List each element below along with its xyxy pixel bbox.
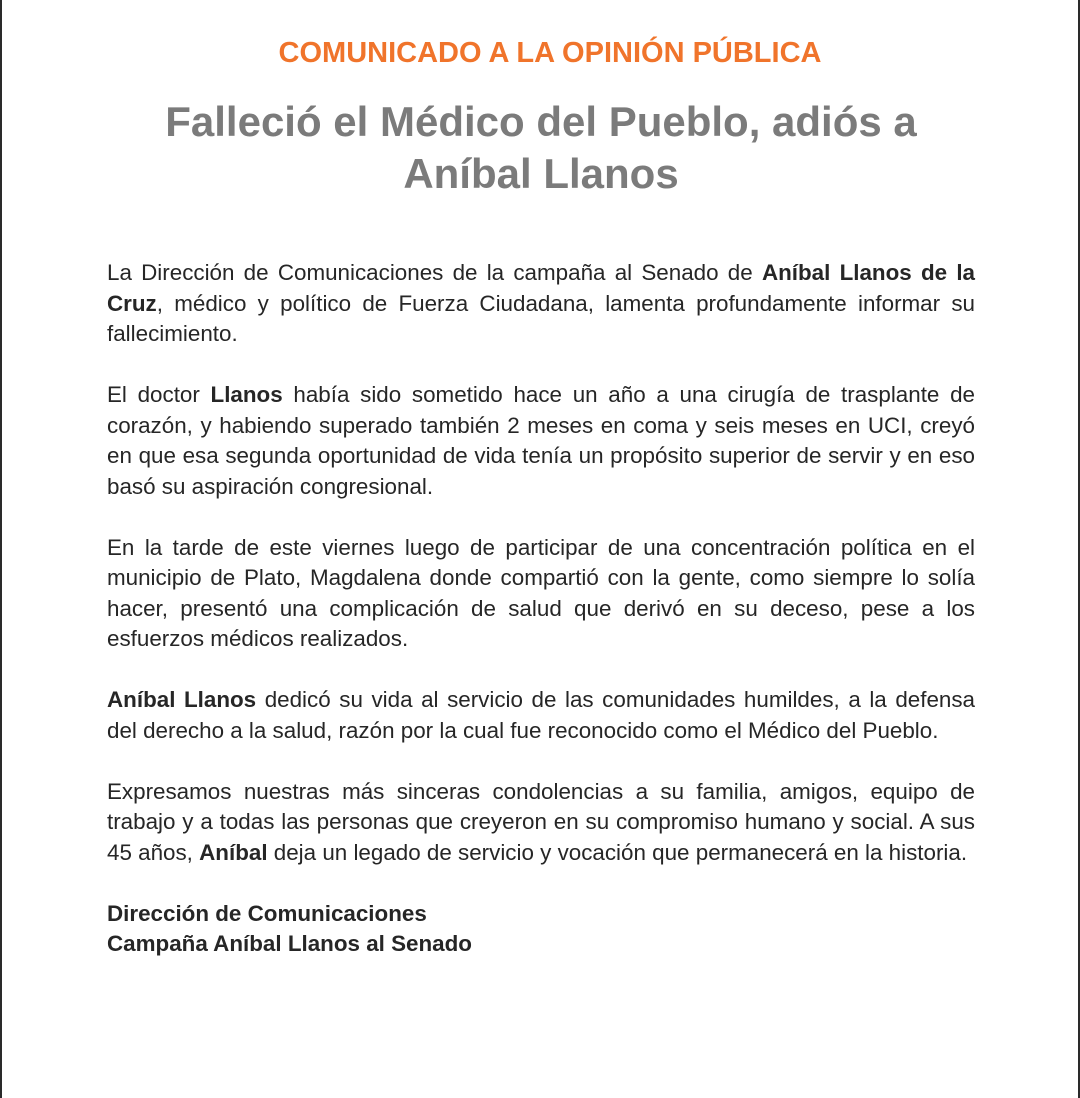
paragraph-2-text-b: había sido sometido hace un año a una cirugía de trasplante de corazón, y habiendo superado también 2 meses en coma y seis meses en UCI, creyó en que esa segunda oportunidad de vida tenía un propósito superior de servir y en eso basó su aspiración congresional. xyxy=(107,382,975,499)
paragraph-1-text-a: La Dirección de Comunicaciones de la campaña al Senado de xyxy=(107,260,762,285)
paragraph-1 xyxy=(107,258,975,350)
paragraph-4 xyxy=(107,685,975,746)
headline-line-1: Falleció el Médico del Pueblo, adiós a xyxy=(165,98,917,145)
body-text xyxy=(107,258,975,960)
paragraph-3-text: En la tarde de este viernes luego de participar de una concentración política en el municipio de Plato, Magdalena donde compartió con la gente, como siempre lo solía hacer, presentó una complicación de salud que derivó en su deceso, pese a los esfuerzos médicos realizados. xyxy=(107,534,975,651)
paragraph-4-text: dedicó su vida al servicio de las comunidades humildes, a la defensa del derecho a la salud, razón por la cual fue reconocido como el Médico del Pueblo. xyxy=(107,687,975,743)
paragraph-5-text-b: deja un legado de servicio y vocación que permanecerá en la historia. xyxy=(267,839,968,865)
paragraph-4-bold-name: Aníbal Llanos xyxy=(107,687,257,712)
paragraph-5-text-a: Expresamos nuestras más sinceras condolencias a su familia, amigos, equipo de trabajo y a todas las personas que creyeron en su compromiso humano y social. A sus 45 años, xyxy=(107,778,975,865)
signature-line-2: Campaña Aníbal Llanos al Senado xyxy=(107,931,472,956)
signature-line-1: Dirección de Comunicaciones xyxy=(107,900,427,926)
paragraph-5 xyxy=(107,777,975,869)
paragraph-1-text-b: , médico y político de Fuerza Ciudadana, lamenta profundamente informar su fallecimiento. xyxy=(107,290,975,346)
paragraph-5-bold-name: Aníbal xyxy=(199,839,268,865)
paragraph-2-bold-name: Llanos xyxy=(210,382,283,407)
paragraph-1-bold-name: Aníbal Llanos de la Cruz xyxy=(107,260,976,316)
kicker-title: COMUNICADO A LA OPINIÓN PÚBLICA xyxy=(278,37,822,69)
paragraph-2-text-a: El doctor xyxy=(107,382,211,407)
page-border-left xyxy=(0,0,2,1098)
paragraph-2 xyxy=(107,380,975,502)
headline-line-2: Aníbal Llanos xyxy=(403,150,679,197)
signature-block xyxy=(107,899,975,960)
paragraph-3 xyxy=(107,533,975,655)
headline xyxy=(100,96,982,200)
